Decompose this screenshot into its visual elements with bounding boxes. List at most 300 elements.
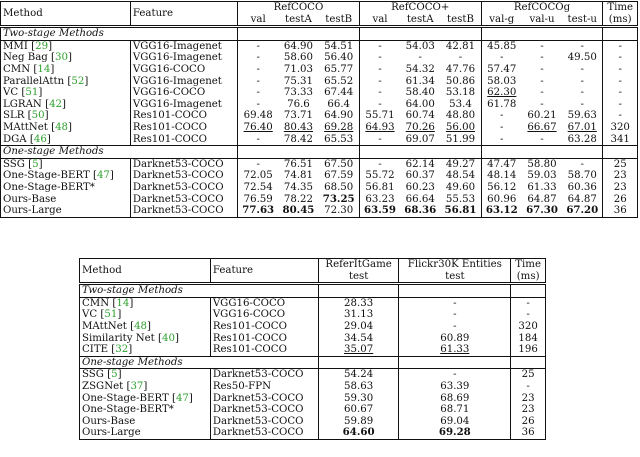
feature-cell: Darknet53-COCO [210,404,318,416]
citation-ref: 50 [31,110,45,122]
time-cell: - [603,110,638,122]
time-cell: 25 [603,158,638,170]
score-cell: 60.23 [405,181,435,193]
score-cell: 60.36 [567,181,597,193]
score-cell: 76.51 [283,158,314,170]
score-cell: 59.30 [318,393,399,405]
method-name: CMN [3,63,31,75]
score-cell: 58.80 [527,158,557,170]
method-name: SLR [3,110,25,122]
score-cell: 57.47 [481,64,522,76]
feature-cell: VGG16-Imagenet [130,76,237,88]
score-cell: 68.50 [324,181,354,193]
subcol-header: testB [447,13,474,25]
group-header-refcocoplus: RefCOCO+ [359,2,481,14]
time-cell: 320 [511,321,546,333]
method-name: One-Stage-BERT [3,170,90,182]
table-row [80,393,546,405]
section-spacer [318,284,399,298]
citation-ref: 37 [130,380,144,392]
feature-cell: VGG16-COCO [130,87,237,99]
table-row [1,52,638,64]
score-cell: - [481,122,522,134]
time-header: Time [511,259,546,271]
score-cell: - [540,133,544,145]
score-cell: 58.63 [318,381,399,393]
score-cell: - [399,369,511,381]
time-cell: - [511,309,546,321]
method-cell: CMN [14] [3,63,55,75]
score-cell: - [540,75,544,87]
score-cell: 65.52 [324,75,354,87]
method-cell: LGRAN [42] [3,98,67,110]
score-cell: - [481,52,522,64]
table-row [1,87,638,99]
score-cell: 66.64 [405,193,435,205]
score-cell: 64.93 [359,122,400,134]
score-cell: - [359,40,400,52]
method-cell: CITE [32] [82,344,133,356]
method-name: Similarity Net [82,332,155,344]
score-cell: 76.40 [238,122,279,134]
time-cell: - [511,297,546,309]
citation-ref: 46 [33,133,47,145]
score-cell: 45.85 [481,40,522,52]
method-cell: VC [51] [82,309,122,321]
table-row [1,64,638,76]
feature-cell: VGG16-COCO [130,64,237,76]
score-cell: 58.03 [481,76,522,88]
score-cell: 65.53 [324,133,354,145]
feature-cell: Darknet53-COCO [210,427,318,439]
score-cell: - [580,75,584,87]
section-spacer [238,146,360,159]
score-cell: 68.71 [399,404,511,416]
method-name: One-Stage-BERT* [3,181,95,193]
score-cell: 76.59 [238,194,279,206]
score-cell: - [238,134,279,146]
table-row [80,309,546,321]
table-row [80,427,546,439]
score-cell: 78.42 [283,133,314,145]
table-row [80,333,546,345]
score-cell: - [580,40,584,52]
section-spacer [511,284,546,298]
score-cell: - [399,297,511,309]
score-cell: - [359,134,400,146]
feature-cell: Darknet53-COCO [130,170,237,182]
score-cell: 56.81 [444,204,477,217]
feature-cell: Darknet53-COCO [130,158,237,170]
score-cell: 72.30 [324,205,354,217]
score-cell: 78.22 [283,193,314,205]
time-cell: 25 [511,369,546,381]
score-cell: 63.23 [359,194,400,206]
method-cell: DGA [46] [3,133,51,145]
time-cell: 23 [511,393,546,405]
method-cell: Neg Bag [30] [3,52,72,64]
citation-ref: 52 [71,75,85,87]
citation-ref: 5 [32,158,39,170]
time-cell: 23 [511,404,546,416]
score-cell: 62.14 [405,158,435,170]
section-spacer [359,146,481,159]
time-cell: - [603,40,638,52]
feature-cell: Res101-COCO [130,110,237,122]
score-cell: 64.90 [283,40,314,52]
score-cell: 64.00 [405,98,435,110]
score-cell: 80.43 [283,121,314,133]
table-row [1,99,638,111]
subcol-header: testA [285,13,312,25]
subcol-header: test-u [567,13,597,25]
table-row [80,344,546,356]
feature-cell: Res101-COCO [210,344,318,356]
time-cell: - [603,64,638,76]
score-cell: - [359,87,400,99]
refcoco-results-table [0,1,638,218]
section-spacer [318,356,399,369]
method-cell: MAttNet [48] [3,121,73,133]
table-row [1,205,638,217]
section-spacer [481,146,603,159]
score-cell: - [399,309,511,321]
score-cell: 61.33 [527,181,557,193]
method-name: ParallelAttn [3,75,65,87]
section-title: Two-stage Methods [82,285,183,297]
table-row [80,381,546,393]
score-cell: 29.04 [318,321,399,333]
feature-cell: Res50-FPN [210,381,318,393]
score-cell: 55.72 [359,170,400,182]
feature-header: Feature [210,259,318,284]
referitgame-header: ReferItGame [318,259,399,271]
citation-ref: 47 [175,392,189,404]
score-cell: 71.03 [283,63,314,75]
citation-ref: 14 [37,63,51,75]
score-cell: 62.30 [481,87,522,99]
citation-ref: 14 [116,297,130,309]
time-cell: 26 [511,416,546,428]
method-header: Method [3,7,43,19]
score-cell: 49.27 [445,158,476,170]
section-title: Two-stage Methods [3,28,104,40]
time-cell: - [603,99,638,111]
time-header: Time [603,2,638,14]
score-cell: - [580,98,584,110]
score-cell: - [540,98,544,110]
method-cell [1,194,131,206]
score-cell: 63.12 [481,205,522,217]
score-cell: 54.24 [318,369,399,381]
method-name: CMN [82,297,110,309]
score-cell: 28.33 [318,297,399,309]
score-cell: 60.74 [405,110,435,122]
time-unit-header: (ms) [511,271,546,284]
score-cell: - [238,87,279,99]
time-cell: - [603,76,638,88]
score-cell: 48.14 [481,170,522,182]
score-cell: 74.35 [283,181,314,193]
score-cell: 58.70 [567,170,597,182]
score-cell: 76.6 [287,98,310,110]
table-row [1,122,638,134]
score-cell: 65.77 [324,63,354,75]
method-name: SSG [3,158,25,170]
score-cell: 54.03 [405,40,435,52]
score-cell: 47.76 [445,63,476,75]
score-cell: 60.89 [399,333,511,345]
score-cell: - [580,158,584,170]
method-name: SSG [82,369,104,381]
method-cell [80,427,211,439]
time-cell: 23 [603,170,638,182]
score-cell: - [399,321,511,333]
method-cell [80,416,211,428]
section-spacer [399,284,511,298]
section-spacer [511,356,546,369]
score-cell: 54.32 [405,63,435,75]
table-row [1,134,638,146]
subcol-header: testA [406,13,434,25]
feature-cell: Darknet53-COCO [210,393,318,405]
time-cell: 196 [511,344,546,356]
section-spacer [603,27,638,41]
score-cell: 68.36 [404,204,437,217]
feature-cell: VGG16-COCO [210,309,318,321]
score-cell: 69.28 [399,427,511,439]
section-spacer [238,27,360,41]
time-unit-header: (ms) [603,14,638,27]
feature-cell: VGG16-Imagenet [130,40,237,52]
score-cell: 56.81 [359,182,400,194]
score-cell: 59.03 [527,170,557,182]
score-cell: 77.63 [238,205,279,217]
score-cell: 58.60 [283,52,314,64]
section-spacer [603,146,638,159]
time-cell: 26 [603,194,638,206]
section-spacer [359,27,481,41]
score-cell: - [238,76,279,88]
method-cell [1,182,131,194]
score-cell: 64.87 [527,193,557,205]
feature-cell: Darknet53-COCO [210,416,318,428]
feature-cell: Darknet53-COCO [130,182,237,194]
method-name: DGA [3,133,27,145]
method-name: VC [3,87,19,99]
method-cell: One-Stage-BERT [47] [3,170,114,182]
method-cell: ZSGNet [37] [82,380,148,392]
score-cell: - [580,63,584,75]
score-cell: 67.59 [324,170,354,182]
score-cell: 61.33 [399,344,511,356]
score-cell: 70.26 [405,121,435,133]
section-title: One-stage Methods [82,356,183,368]
score-cell: 63.39 [399,381,511,393]
score-cell: 49.50 [567,52,597,64]
feature-cell: Res101-COCO [210,321,318,333]
score-cell: 59.89 [318,416,399,428]
score-cell: - [540,87,544,99]
method-cell: MAttNet [48] [82,320,152,332]
score-cell: - [238,52,279,64]
table-row [1,40,638,52]
citation-ref: 42 [49,98,63,110]
score-cell: 64.60 [318,427,399,439]
time-cell: 36 [511,427,546,439]
method-name: VC [82,309,98,321]
score-cell: 58.40 [405,87,435,99]
score-cell: 67.01 [567,121,597,133]
time-cell: - [603,87,638,99]
score-cell: 59.63 [567,110,597,122]
method-name: LGRAN [3,98,42,110]
citation-ref: 51 [25,87,39,99]
table-row [80,321,546,333]
score-cell: - [238,64,279,76]
method-name: MAttNet [3,121,48,133]
score-cell: 60.96 [481,194,522,206]
score-cell: - [580,87,584,99]
time-cell: 320 [603,122,638,134]
score-cell: - [540,40,544,52]
score-cell: - [359,52,400,64]
feature-cell: Res101-COCO [130,122,237,134]
group-header-refcocog: RefCOCOg [481,2,603,14]
flickr30k-header: Flickr30K Entities [399,259,511,271]
method-name: Ours-Large [82,427,141,439]
citation-ref: 40 [161,332,175,344]
score-cell: - [359,64,400,76]
score-cell: 55.53 [445,193,476,205]
method-cell: Similarity Net [40] [82,332,179,344]
method-cell: ParallelAttn [52] [3,75,89,87]
citation-ref: 5 [111,369,118,381]
score-cell: - [418,52,422,64]
score-cell: 73.25 [322,192,355,205]
score-cell: 67.30 [526,204,558,217]
score-cell: 48.54 [445,170,476,182]
score-cell: 72.54 [238,182,279,194]
time-cell: - [511,381,546,393]
score-cell: 63.28 [567,133,597,145]
score-cell: 54.51 [324,40,354,52]
method-name: CITE [82,344,109,356]
feature-cell: Darknet53-COCO [130,205,237,217]
time-cell: 23 [603,182,638,194]
score-cell: 34.54 [318,333,399,345]
subcol-header: val-g [481,14,522,27]
score-cell: 64.87 [567,193,597,205]
score-cell: - [359,158,400,170]
feature-cell: Darknet53-COCO [210,369,318,381]
flickr30k-split-header: test [399,271,511,284]
score-cell: - [238,40,279,52]
method-name: Ours-Base [82,415,136,427]
score-cell: 55.71 [359,110,400,122]
score-cell: 69.28 [324,121,354,133]
feature-cell: Darknet53-COCO [130,194,237,206]
table-row [80,416,546,428]
score-cell: 67.50 [324,158,354,170]
feature-cell: VGG16-COCO [210,297,318,309]
score-cell: - [238,99,279,111]
score-cell: 56.40 [324,52,354,64]
score-cell: 56.12 [481,182,522,194]
score-cell: 50.86 [445,75,476,87]
time-cell: - [603,52,638,64]
citation-ref: 32 [115,344,129,356]
method-cell [80,404,211,416]
section-spacer [399,356,511,369]
citation-ref: 47 [96,170,110,182]
feature-cell: Res101-COCO [210,333,318,345]
method-name: MMI [3,40,28,52]
method-name: Ours-Base [3,193,57,205]
referit-flickr-results-table [79,258,546,440]
time-cell: 341 [603,134,638,146]
citation-ref: 51 [104,309,118,321]
table-row [1,110,638,122]
feature-cell: VGG16-Imagenet [130,52,237,64]
score-cell: 60.21 [527,110,557,122]
section-spacer [481,27,603,41]
group-header-refcoco: RefCOCO [238,2,360,14]
time-cell: 36 [603,205,638,217]
subcol-header: val [359,14,400,27]
score-cell: 80.45 [282,204,315,217]
score-cell: - [540,63,544,75]
method-cell [1,205,131,217]
score-cell: 73.71 [283,110,314,122]
feature-cell: Res101-COCO [130,134,237,146]
time-cell: 184 [511,333,546,345]
score-cell: 74.81 [283,170,314,182]
score-cell: 53.4 [449,98,472,110]
method-name: One-Stage-BERT* [82,404,174,416]
table-row [80,404,546,416]
score-cell: 48.80 [445,110,476,122]
citation-ref: 48 [134,320,148,332]
score-cell: 69.07 [405,133,435,145]
score-cell: 68.69 [399,393,511,405]
score-cell: 60.37 [405,170,435,182]
method-name: Neg Bag [3,52,48,64]
table-row [80,369,546,381]
score-cell: 67.20 [566,204,599,217]
subcol-header: testB [325,13,353,25]
score-cell: - [481,110,522,122]
feature-header: Feature [130,2,237,27]
feature-cell: VGG16-Imagenet [130,99,237,111]
score-cell: 67.44 [324,87,354,99]
score-cell: 66.4 [327,98,351,110]
score-cell: 42.81 [445,40,476,52]
score-cell: 63.59 [359,205,400,217]
table-row [1,76,638,88]
score-cell: 31.13 [318,309,399,321]
section-title: One-stage Methods [3,146,104,158]
score-cell: 66.67 [527,121,557,133]
score-cell: 47.47 [481,158,522,170]
score-cell: 69.48 [238,110,279,122]
method-cell: SSG [5] [3,158,43,170]
method-name: Ours-Large [3,205,62,217]
subcol-header: val [238,14,279,27]
score-cell: 72.05 [238,170,279,182]
score-cell: 69.04 [399,416,511,428]
score-cell: - [540,52,544,64]
